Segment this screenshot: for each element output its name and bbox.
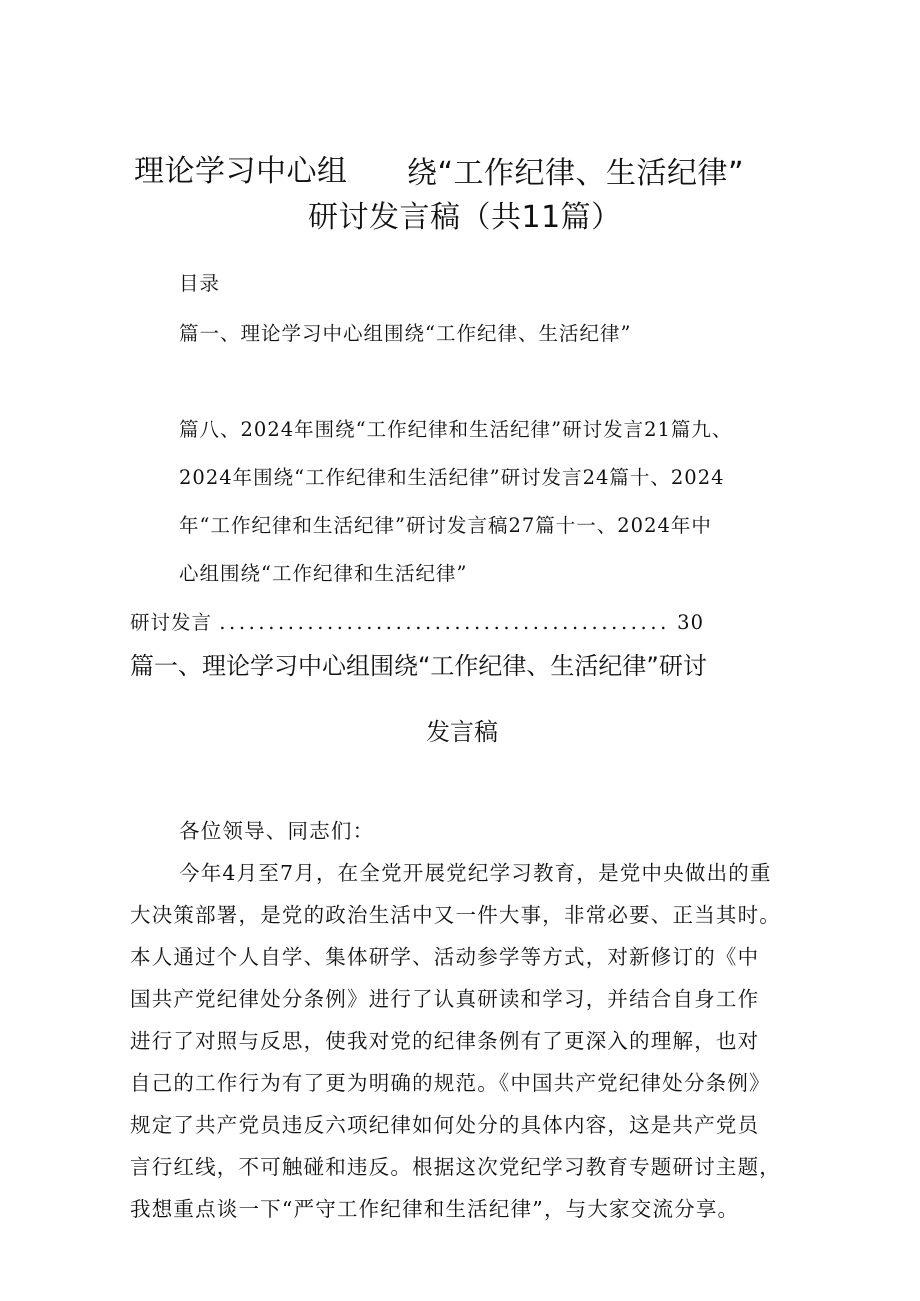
toc-entry: 年“工作纪律和生活纪律”研讨发言稿27篇十一、2024年中 (179, 514, 712, 537)
paragraph-line: 大决策部署，是党的政治生活中又一件大事，非常必要、正当其时。 (130, 903, 781, 927)
section-heading-line2: 发言稿 (426, 718, 498, 746)
paragraph-line: 今年4月至7月，在全党开展党纪学习教育，是党中央做出的重 (179, 861, 772, 885)
paragraph-line: 自己的工作行为有了更为明确的规范。《中国共产党纪律处分条例》 (130, 1071, 771, 1095)
document-title-line2: 研讨发言稿（共11篇） (308, 200, 622, 235)
paragraph-line: 言行红线，不可触碰和违反。根据这次党纪学习教育专题研讨主题， (130, 1155, 781, 1179)
paragraph-line: 进行了对照与反思，使我对党的纪律条例有了更深入的理解，也对 (130, 1029, 760, 1053)
toc-entry: 心组围绕“工作纪律和生活纪律” (179, 562, 468, 585)
paragraph-line: 规定了共产党员违反六项纪律如何处分的具体内容，这是共产党员 (130, 1113, 760, 1137)
document-title-line1-part1: 理论学习中心组 (134, 154, 348, 189)
toc-entry: 篇八、2024年围绕“工作纪律和生活纪律”研讨发言21篇九、 (179, 418, 733, 441)
toc-heading: 目录 (179, 272, 221, 295)
toc-entry: 2024年围绕“工作纪律和生活纪律”研讨发言24篇十、2024 (179, 466, 725, 489)
toc-page-number: 30 (677, 611, 704, 634)
paragraph-line: 国共产党纪律处分条例》进行了认真研读和学习，并结合自身工作 (130, 987, 760, 1011)
toc-last-entry-label: 研讨发言 (130, 611, 213, 634)
toc-entry: 篇一、理论学习中心组围绕“工作纪律、生活纪律” (179, 322, 632, 345)
document-title-line1-part2: 绕“工作纪律、生活纪律” (407, 156, 745, 191)
toc-leader-dots: .............................................. (219, 611, 670, 634)
section-heading-line1: 篇一、理论学习中心组围绕“工作纪律、生活纪律”研讨 (130, 652, 707, 680)
salutation: 各位领导、同志们： (179, 819, 375, 843)
paragraph-line: 我想重点谈一下“严守工作纪律和生活纪律”，与大家交流分享。 (130, 1197, 740, 1221)
toc-last-entry (130, 607, 704, 635)
paragraph-line: 本人通过个人自学、集体研学、活动参学等方式，对新修订的《中 (130, 945, 760, 969)
